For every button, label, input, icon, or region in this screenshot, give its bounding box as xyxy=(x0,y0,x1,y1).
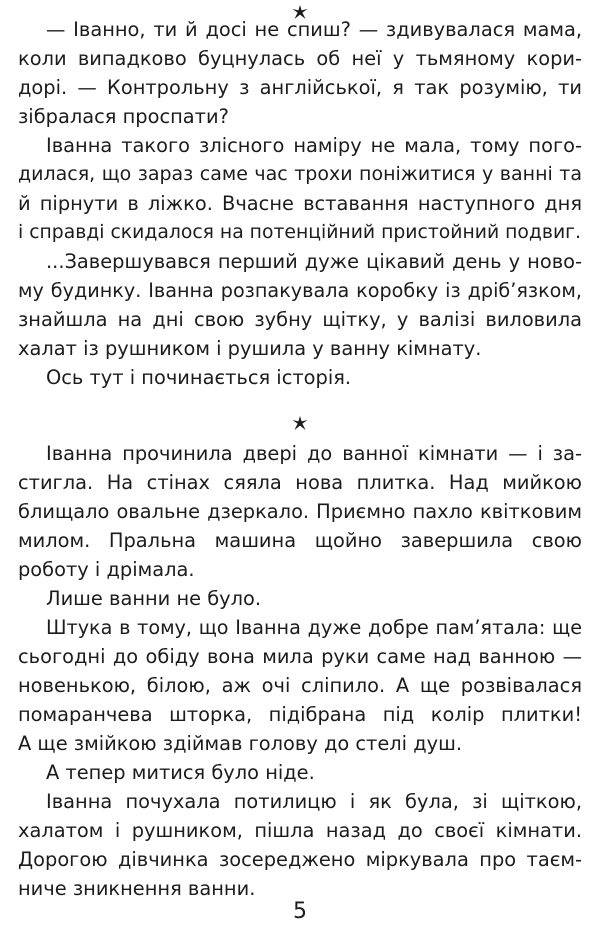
paragraph-line: Дорогою дівчинка зосереджено міркувала про таєм- xyxy=(18,848,582,871)
paragraph-line: роботу і дрімала. xyxy=(18,558,195,581)
paragraph-line: Іванна прочинила двері до ванної кімнати — і за- xyxy=(46,442,582,465)
paragraph-line: знайшла на дні свою зубну щітку, у валізі виловила xyxy=(18,308,582,331)
paragraph-line: — Іванно, ти й досі не спиш? — здивувалася мама, xyxy=(46,18,582,41)
paragraph-line: зібралася проспати? xyxy=(18,105,229,128)
paragraph-line: помаранчева шторка, підібрана під колір плитки! xyxy=(18,703,582,726)
paragraph-line: блищало овальне дзеркало. Приємно пахло квітковим xyxy=(18,500,582,523)
paragraph-line: новенькою, білою, аж очі сліпило. А ще розвівалася xyxy=(18,674,582,697)
paragraph-line: му будинку. Іванна розпакувала коробку із дріб’язком, xyxy=(18,279,582,302)
book-page xyxy=(18,0,582,936)
paragraph-line: милом. Пральна машина щойно завершила свою xyxy=(18,529,582,552)
paragraph-line: й пірнути в ліжко. Вчасне вставання наступного дня xyxy=(18,192,582,215)
paragraph-line: Штука в тому, що Іванна дуже добре пам’ятала: ще xyxy=(46,616,582,639)
paragraph-line: дорі. — Контрольну з англійської, я так розумію, ти xyxy=(18,76,582,99)
paragraph-line: А тепер митися було ніде. xyxy=(46,761,315,784)
section-ornament-middle xyxy=(18,414,582,432)
paragraph-line: коли випадково буцнулась об неї у тьмяному кори- xyxy=(18,47,582,70)
paragraph-line: Ось тут і починається історія. xyxy=(46,366,352,389)
paragraph-line: халат із рушником і рушила у ванну кімнату. xyxy=(18,337,482,360)
paragraph-line: Лише ванни не було. xyxy=(46,587,262,610)
paragraph-line: Іванна почухала потилицю і як була, зі щіткою, xyxy=(46,790,582,813)
paragraph-line: і справді скидалося на потенційний пристойний подвиг. xyxy=(18,222,581,243)
text-section-2 xyxy=(18,439,582,903)
text-section-1 xyxy=(18,15,582,392)
paragraph-line: Іванна такого злісного наміру не мала, тому пого- xyxy=(46,134,582,157)
paragraph-line: стигла. На стінах сяяла нова плитка. Над мийкою xyxy=(18,471,582,494)
paragraph-line: халатом і рушником, пішла назад до своєї кімнати. xyxy=(18,819,582,842)
page-number: 5 xyxy=(293,899,307,924)
paragraph-line: ниче зникнення ванни. xyxy=(18,877,256,900)
swallow-ornament-icon xyxy=(291,414,309,432)
paragraph-line: сьогодні до обіду вона мила руки саме над ванною — xyxy=(18,645,582,668)
paragraph-line: дилася, що зараз саме час трохи поніжитися у ванні та xyxy=(18,163,582,185)
paragraph-line: А ще змійкою здіймав голову до стелі душ. xyxy=(18,732,463,755)
paragraph-line: ...Завершувався перший дуже цікавий день у ново- xyxy=(46,250,582,273)
